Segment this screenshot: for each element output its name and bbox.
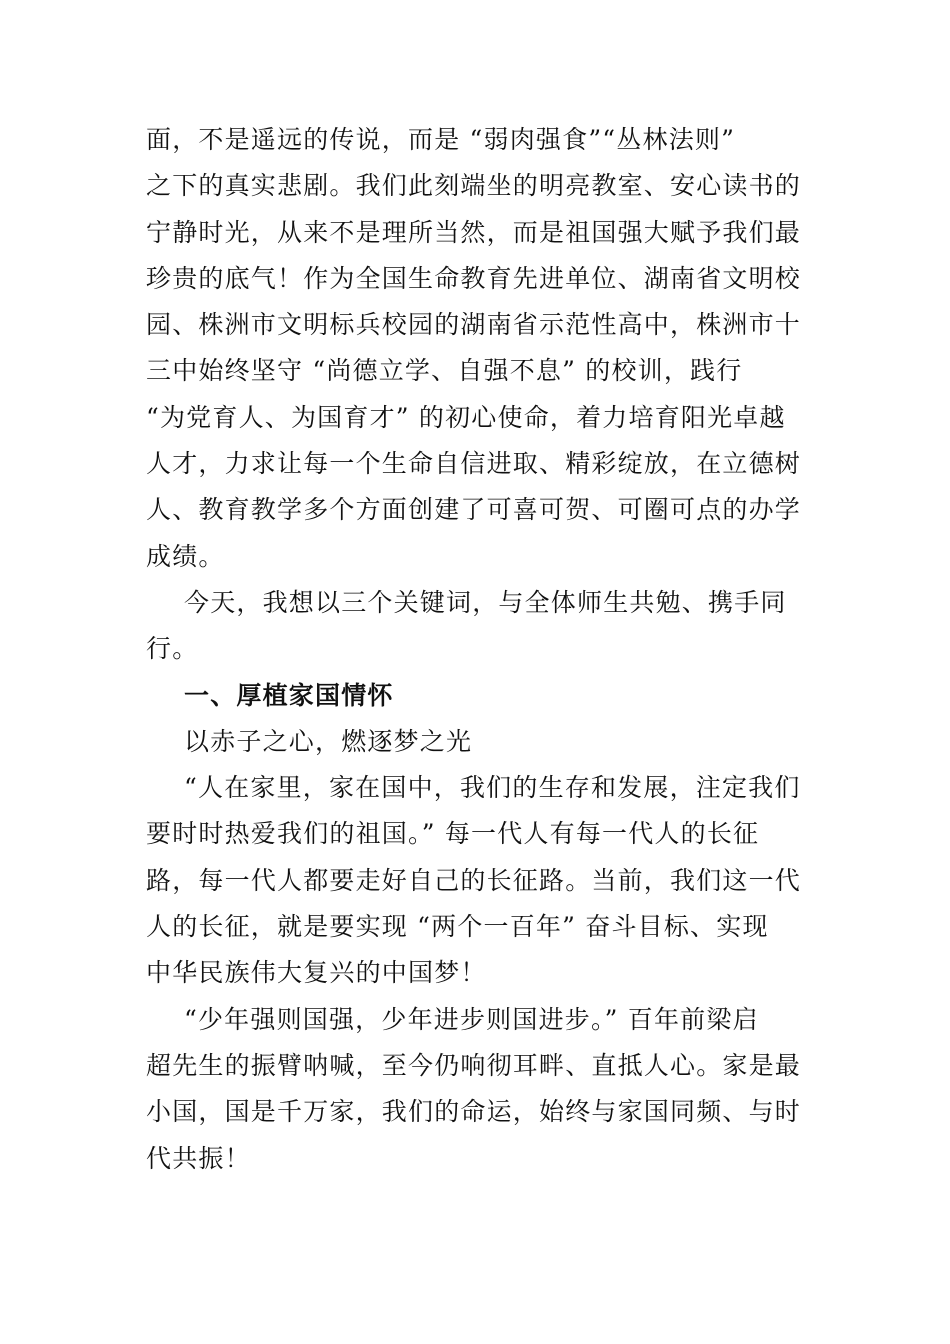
text-line: 今天，我想以三个关键词，与全体师生共勉、携手同 xyxy=(184,587,787,617)
text-line: 中华民族伟大复兴的中国梦！ xyxy=(146,958,487,988)
text-line: “为党育人、为国育才” 的初心使命，着力培育阳光卓越 xyxy=(146,402,786,432)
subtitle-line: 以赤子之心，燃逐梦之光 xyxy=(184,726,473,756)
paragraph-intro-continued xyxy=(146,117,806,580)
text-line: 人、教育教学多个方面创建了可喜可贺、可圈可点的办学 xyxy=(146,495,802,525)
text-line: 三中始终坚守 “尚德立学、自强不息” 的校训，践行 xyxy=(146,356,743,386)
section-subtitle xyxy=(146,719,806,765)
paragraph-keywords-intro xyxy=(146,580,806,673)
text-line: 超先生的振臂呐喊，至今仍响彻耳畔、直抵人心。家是最 xyxy=(146,1050,802,1080)
text-line: “少年强则国强，少年进步则国进步。” 百年前梁启 xyxy=(184,1004,759,1034)
paragraph-quote-1 xyxy=(146,765,806,996)
text-line: 园、株洲市文明标兵校园的湖南省示范性高中，株洲市十 xyxy=(146,310,802,340)
text-line: “人在家里，家在国中，我们的生存和发展，注定我们 xyxy=(184,773,801,803)
text-line: 珍贵的底气！作为全国生命教育先进单位、湖南省文明校 xyxy=(146,263,802,293)
text-line: 路，每一代人都要走好自己的长征路。当前，我们这一代 xyxy=(146,865,802,895)
text-line: 人才，力求让每一个生命自信进取、精彩绽放，在立德树 xyxy=(146,449,802,479)
section-title: 一、厚植家国情怀 xyxy=(184,680,394,710)
text-line: 成绩。 xyxy=(146,541,225,571)
text-line: 小国，国是千万家，我们的命运，始终与家国同频、与时 xyxy=(146,1097,802,1127)
text-line: 面，不是遥远的传说，而是 “弱肉强食”“丛林法则” xyxy=(146,125,736,154)
text-line: 人的长征，就是要实现 “两个一百年” 奋斗目标、实现 xyxy=(146,912,769,942)
text-line: 要时时热爱我们的祖国。” 每一代人有每一代人的长征 xyxy=(146,819,760,849)
text-line: 宁静时光，从来不是理所当然，而是祖国强大赋予我们最 xyxy=(146,217,802,247)
text-line: 代共振！ xyxy=(146,1143,251,1173)
document-body xyxy=(146,117,806,1182)
text-line: 行。 xyxy=(146,634,199,664)
paragraph-quote-2 xyxy=(146,997,806,1182)
text-line: 之下的真实悲剧。我们此刻端坐的明亮教室、安心读书的 xyxy=(146,171,802,201)
section-heading xyxy=(146,673,806,719)
